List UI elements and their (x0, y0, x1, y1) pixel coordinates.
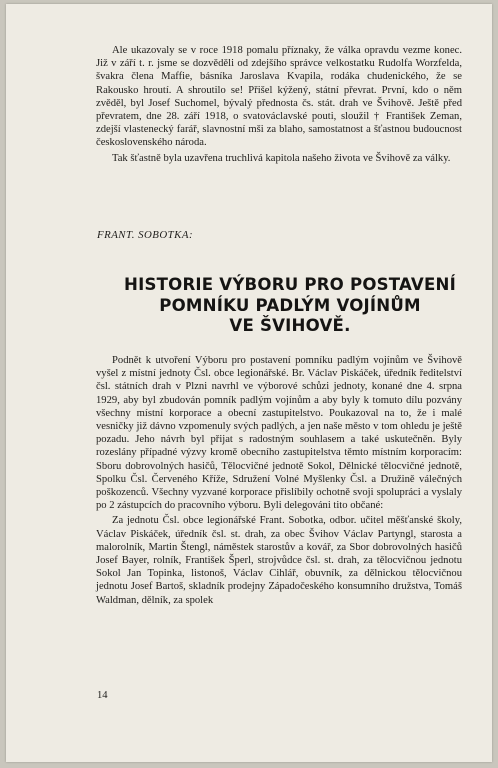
article-heading (110, 275, 470, 337)
body-paragraph: Podnět k utvoření Výboru pro postavení pomníku padlým vojínům ve Švihově vyšel z místní jednoty Čsl. obce legionářské. Br. Václav Piskáček, úředník ředitelství čsl. státních drah v Plzni navrhl ve výborové schůzi jednoty, konané dne 4. srpna 1929, aby byl zbudován pomník padlým vojínům a aby byly k tomuto dílu pozvány všechny místní korporace a obecní zastupitelstvo. Poukazoval na to, že i malé vesničky již dávno vzpomenuly svých padlých, a jen naše město v tom ohledu je ještě pozadu. Jeho návrh byl přijat s radostným souhlasem a také uskutečněn. Byly rozeslány případné výzvy kromě obecního zastupitelstva těmto místním korporacím: Sboru dobrovolných hasičů, Tělocvičné jednotě Sokol, Dělnické tělocvičné jednotě, Spolku Čsl. Červeného Kříže, Sdružení Volné Myšlenky Čsl. a Družině válečných poškozenců. Všechny vyzvané korporace přislíbily ochotně svoji spolupráci a vyslaly po 2 zástupcích do pracovního výboru. Byli delegováni tito občané: (96, 355, 462, 512)
intro-paragraph: Ale ukazovaly se v roce 1918 pomalu příznaky, že válka opravdu vezme konec. Již v září t. r. jsme se dozvěděli od zdejšího správce velkostatku Rudolfa Worzfelda, švakra člena Maffie, básníka Jaroslava Kvapila, rodáka chudenického, že se Rakousko hroutí. A shroutilo se! Přišel kýžený, státní převrat. První, kdo o něm zvěděl, byl Josef Suchomel, bývalý přednosta čs. stát. drah ve Švihově. Ještě před převratem, dne 28. září 1918, o svatováclavské pouti, sloužil † František Zeman, zdejší vlastenecký farář, slavnostní mši za blaho, samostatnost a šťastnou budoucnost československého národa. (96, 45, 462, 149)
body-paragraph: Za jednotu Čsl. obce legionářské Frant. Sobotka, odbor. učitel měšťanské školy, Václav Piskáček, úředník čsl. st. drah, za obec Švihov Václav Partyngl, starosta a malorolník, Martin Štengl, náměstek starostův a kovář, za Sbor dobrovolných hasičů Josef Bayer, rolník, František Šperl, strojvůdce čsl. st. drah, za tělocvičnou jednotu Sokol Jan Topinka, listonoš, Václav Cihlář, obuvník, za dělnickou tělocvičnou jednotu Josef Bartoš, skladník prodejny Západočeského konsumního družstva, Tomáš Waldman, dělník, za spolek (96, 515, 462, 606)
article-body (96, 354, 462, 607)
intro-section (96, 44, 462, 165)
heading-line: POMNÍKU PADLÝM VOJÍNŮM (159, 295, 421, 315)
intro-paragraph: Tak šťastně byla uzavřena truchlivá kapitola našeho života ve Švihově za války. (112, 152, 451, 164)
heading-line: HISTORIE VÝBORU PRO POSTAVENÍ (124, 275, 456, 294)
author-name: FRANT. SOBOTKA: (97, 229, 194, 241)
page-number: 14 (97, 690, 108, 701)
document-page (6, 4, 492, 762)
heading-line: VE ŠVIHOVĚ. (229, 316, 351, 335)
